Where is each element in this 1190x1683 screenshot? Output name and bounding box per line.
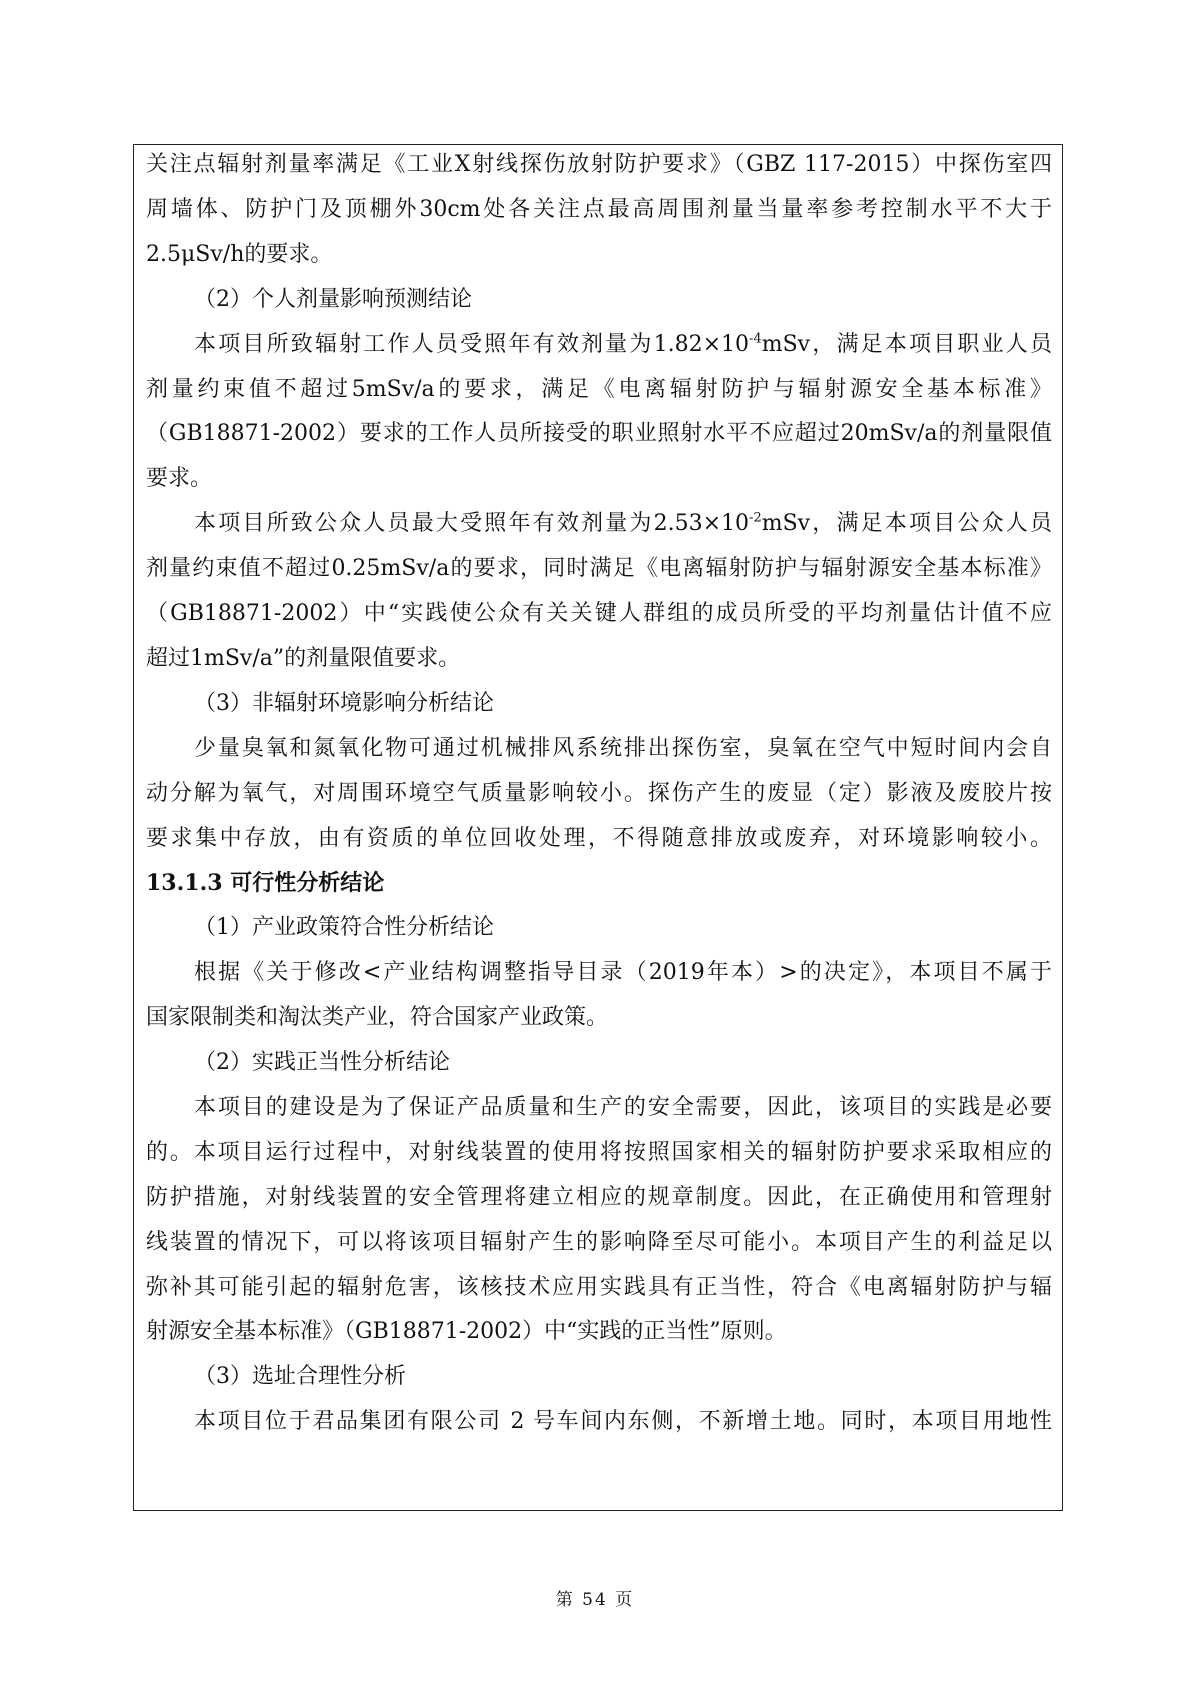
subsection-title: （2）个人剂量影响预测结论 bbox=[194, 286, 472, 312]
superscript-exponent: -4 bbox=[749, 331, 762, 347]
text-fragment: mSv，满足本项目职业人员 bbox=[761, 331, 1052, 357]
text-line: 本项目位于君品集团有限公司 2 号车间内东侧，不新增土地。同时，本项目用地性 bbox=[194, 1409, 1052, 1435]
subsection-title: （2）实践正当性分析结论 bbox=[194, 1050, 450, 1075]
text-line bbox=[194, 509, 1052, 539]
subsection-title: （3）非辐射环境影响分析结论 bbox=[194, 690, 494, 716]
text-line: 动分解为氧气，对周围环境空气质量影响较小。探伤产生的废显（定）影液及废胶片按 bbox=[146, 780, 1052, 806]
page-number: 第 54 页 bbox=[555, 1590, 635, 1610]
subsection-title: （3）选址合理性分析 bbox=[194, 1364, 406, 1390]
text-line: 国家限制类和淘汰类产业，符合国家产业政策。 bbox=[146, 1005, 609, 1031]
text-line: 射源安全基本标准》（GB18871-2002）中“实践的正当性”原则。 bbox=[146, 1319, 787, 1345]
text-fragment: 本项目所致辐射工作人员受照年有效剂量为1.82×10 bbox=[194, 331, 750, 357]
text-line: 剂量约束值不超过0.25mSv/a的要求，同时满足《电离辐射防护与辐射源安全基本标准》 bbox=[146, 556, 1052, 582]
text-line: 线装置的情况下，可以将该项目辐射产生的影响降至尽可能小。本项目产生的利益足以 bbox=[146, 1229, 1052, 1255]
text-line: 要求集中存放，由有资质的单位回收处理，不得随意排放或废弃，对环境影响较小。 bbox=[146, 825, 1052, 851]
text-line bbox=[194, 330, 1052, 360]
text-line: 弥补其可能引起的辐射危害，该核技术应用实践具有正当性，符合《电离辐射防护与辐 bbox=[146, 1274, 1052, 1300]
text-line: 2.5μSv/h的要求。 bbox=[146, 241, 333, 267]
text-line: 剂量约束值不超过5mSv/a的要求，满足《电离辐射防护与辐射源安全基本标准》 bbox=[146, 376, 1052, 402]
text-line: （GB18871-2002）要求的工作人员所接受的职业照射水平不应超过20mSv/a的剂量限值 bbox=[146, 421, 1052, 447]
section-heading: 13.1.3 可行性分析结论 bbox=[146, 870, 385, 897]
text-fragment: 本项目所致公众人员最大受照年有效剂量为2.53×10 bbox=[194, 511, 750, 537]
superscript-exponent: -2 bbox=[749, 510, 762, 526]
text-line: 防护措施，对射线装置的安全管理将建立相应的规章制度。因此，在正确使用和管理射 bbox=[146, 1184, 1052, 1210]
text-line: 少量臭氧和氮氧化物可通过机械排风系统排出探伤室，臭氧在空气中短时间内会自 bbox=[194, 735, 1052, 761]
text-line: 本项目的建设是为了保证产品质量和生产的安全需要，因此，该项目的实践是必要 bbox=[194, 1094, 1052, 1120]
text-line: 根据《关于修改<产业结构调整指导目录（2019年本）>的决定》，本项目不属于 bbox=[194, 960, 1052, 986]
subsection-title: （1）产业政策符合性分析结论 bbox=[194, 915, 494, 941]
text-line: 的。本项目运行过程中，对射线装置的使用将按照国家相关的辐射防护要求采取相应的 bbox=[146, 1139, 1052, 1165]
text-line: 周墙体、防护门及顶棚外30cm处各关注点最高周围剂量当量率参考控制水平不大于 bbox=[146, 196, 1052, 222]
text-line: 超过1mSv/a”的剂量限值要求。 bbox=[146, 645, 461, 671]
text-line: 关注点辐射剂量率满足《工业X射线探伤放射防护要求》（GBZ 117-2015）中探伤室四 bbox=[146, 152, 1052, 177]
text-line: 要求。 bbox=[146, 466, 213, 492]
text-line: （GB18871-2002）中“实践使公众有关关键人群组的成员所受的平均剂量估计值不应 bbox=[146, 601, 1052, 626]
text-fragment: mSv，满足本项目公众人员 bbox=[761, 511, 1052, 537]
